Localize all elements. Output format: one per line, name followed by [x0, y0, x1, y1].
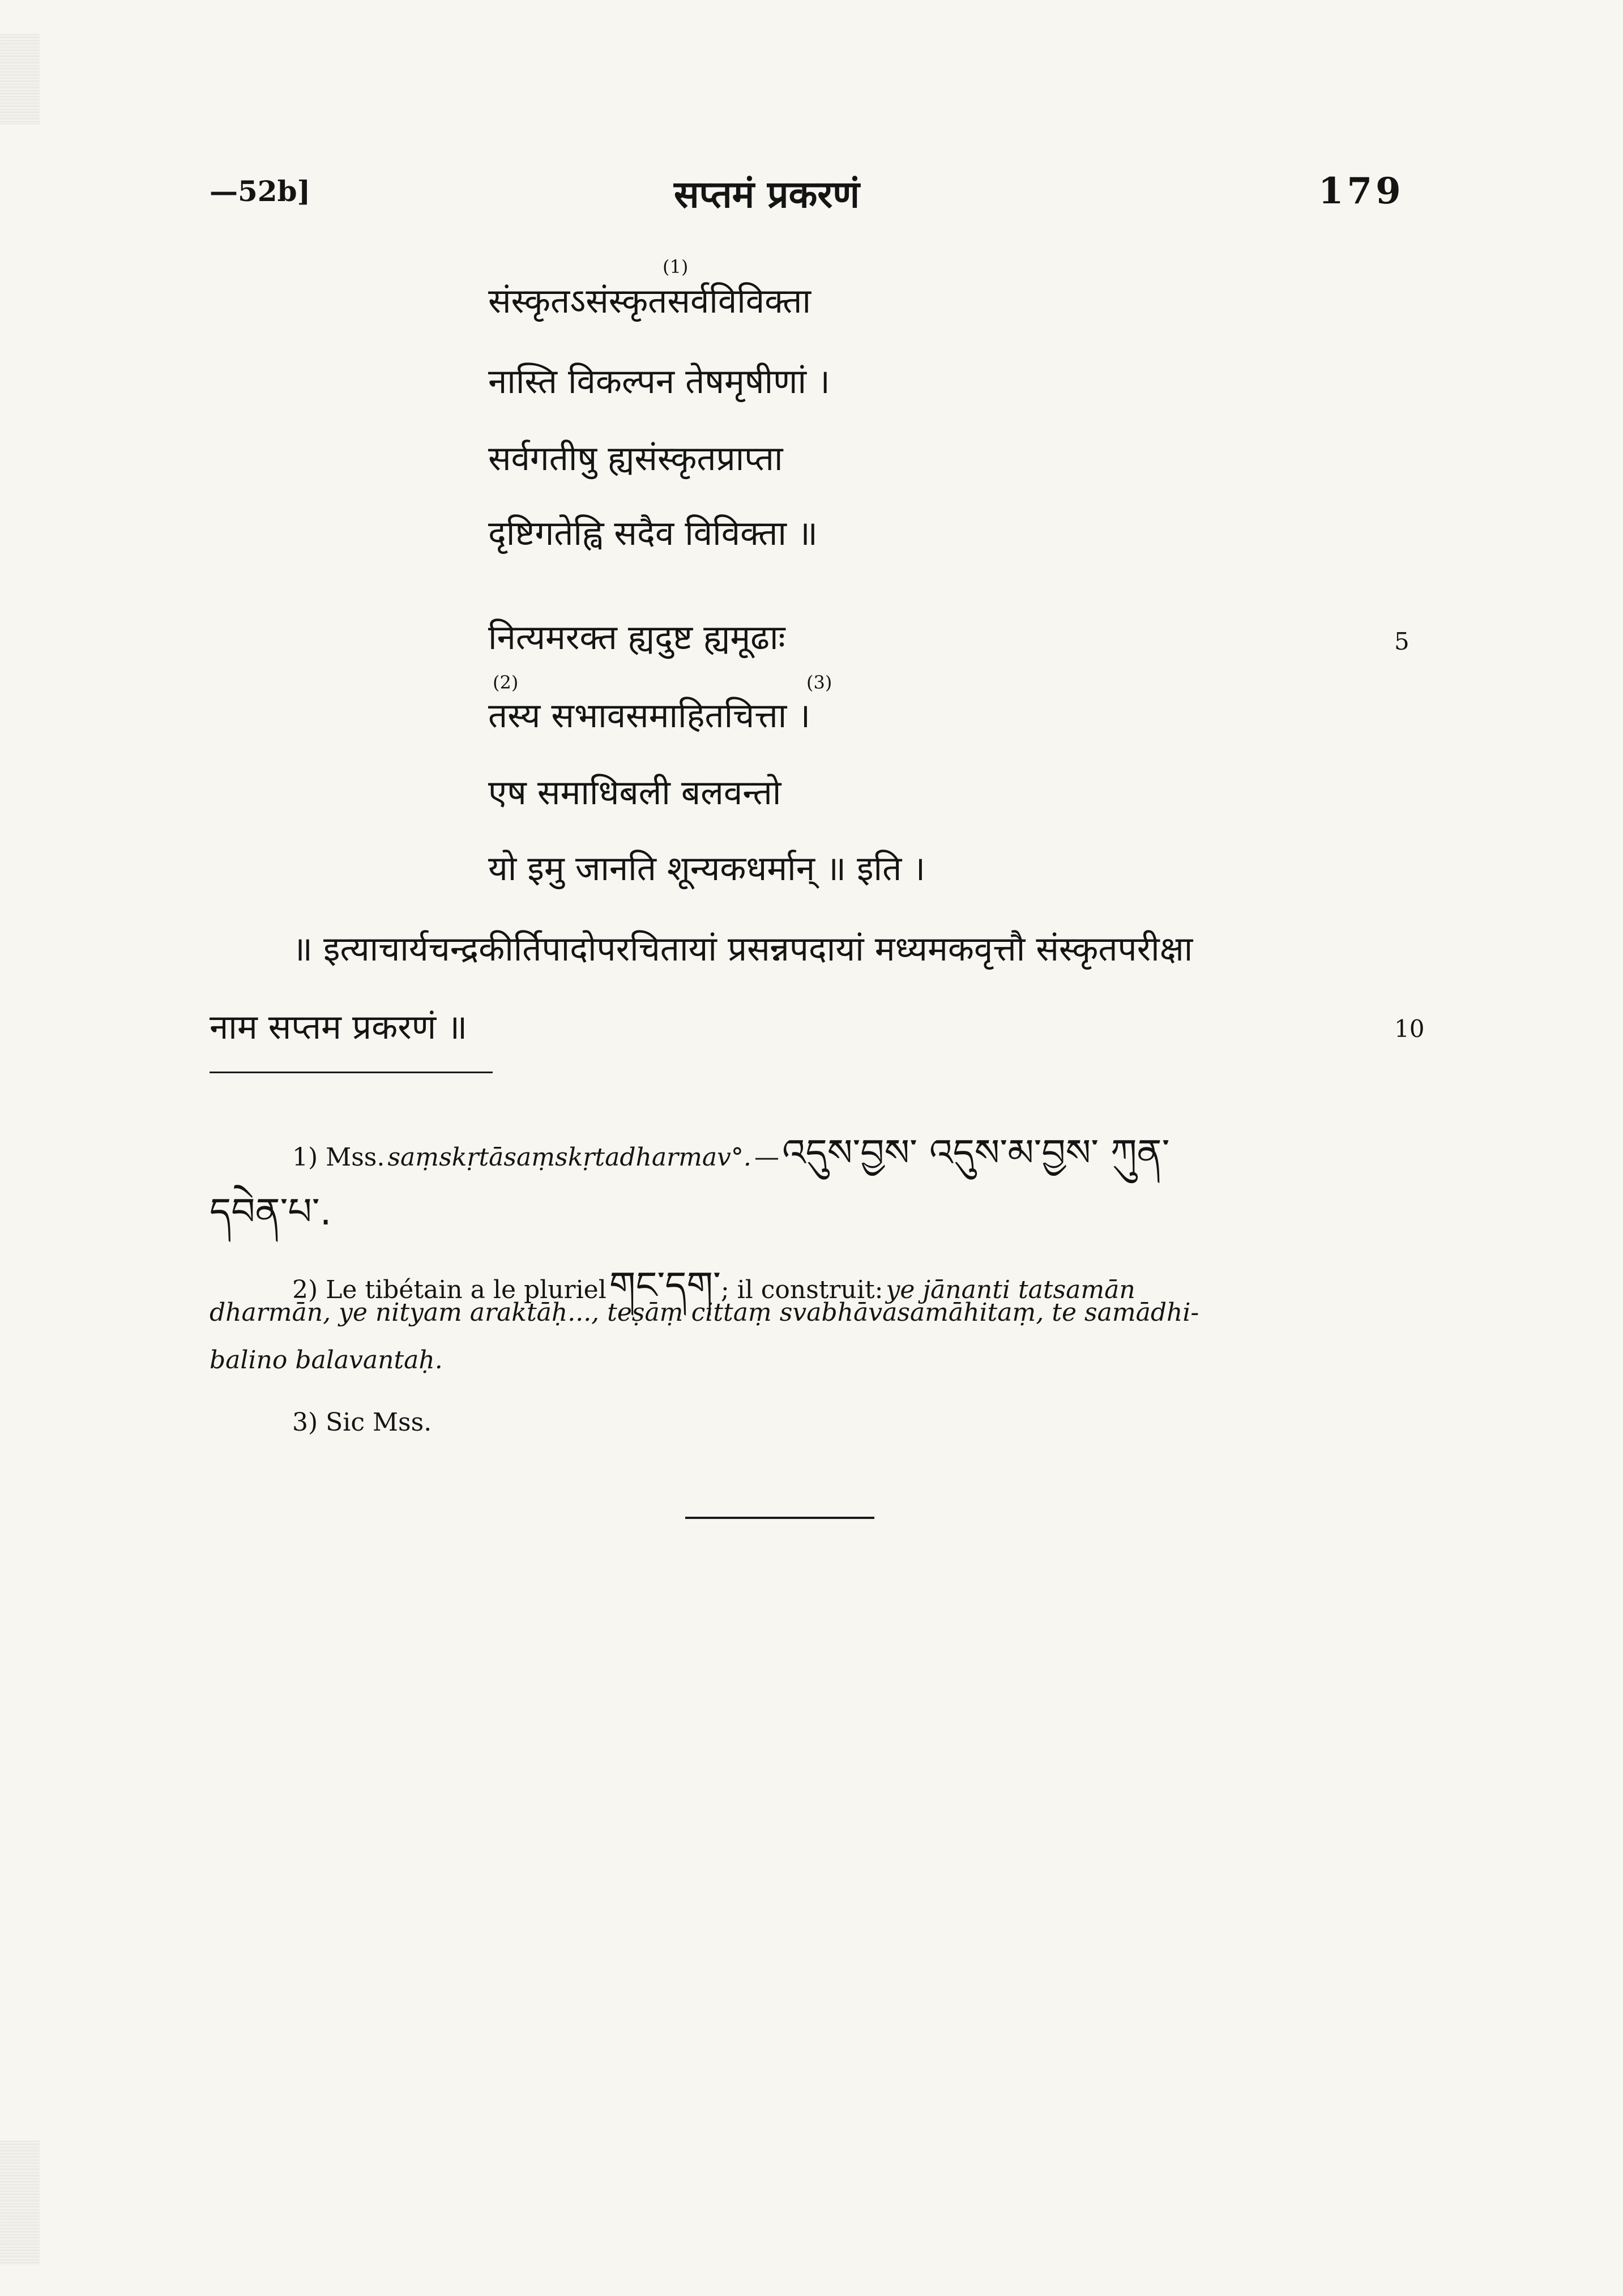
footnote-1-tibetan-1: འདུས་བྱས་ འདུས་མ་བྱས་ ཀུན་	[782, 1131, 1170, 1175]
verse-line-5: नित्यमरक्त ह्यदुष्ट ह्यमूढाः	[488, 618, 785, 658]
footnote-1-dash: —	[754, 1143, 779, 1172]
verse-line-6: तस्य सभावसमाहितचित्ता ।	[488, 696, 811, 736]
footnote-2-mid: ; il construit:	[720, 1275, 883, 1304]
running-head-title: सप्तमं प्रकरणं	[674, 173, 860, 216]
verse-line-3: सर्वगतीषु ह्यसंस्कृतप्राप्ता	[488, 439, 783, 479]
line-number-5: 5	[1394, 628, 1410, 655]
footnote-1-lead: 1) Mss.	[292, 1143, 385, 1172]
footnote-2-tibetan: གང་དག་	[609, 1264, 721, 1307]
footnote-2-lead: 2) Le tibétain a le pluriel	[292, 1275, 607, 1304]
line-number-10: 10	[1394, 1015, 1425, 1043]
note-marker-1: (1)	[663, 256, 689, 278]
footnote-separator	[210, 1072, 493, 1073]
scan-edge-top	[0, 34, 40, 125]
page-number: 179	[1318, 170, 1404, 212]
colophon-line-2: नाम सप्तम प्रकरणं ॥	[210, 1008, 468, 1047]
footnote-2-italic-1: ye jānanti tatsamān	[886, 1275, 1135, 1304]
footnote-1-tibetan-2: དབེན་པ་.	[210, 1190, 332, 1234]
footnote-2-line-2: dharmān, ye nityam araktāḥ..., teṣāṃ cittaṃ svabhāvasamāhitaṃ, te samādhi-	[210, 1298, 1199, 1327]
verse-line-4: दृष्टिगतेह्वि सदैव विविक्ता ॥	[488, 514, 818, 553]
footnote-2-line-3: balino balavantaḥ.	[210, 1346, 443, 1375]
scan-edge-bottom	[0, 2141, 40, 2265]
note-marker-3: (3)	[806, 672, 832, 693]
note-marker-2: (2)	[493, 672, 519, 693]
footnote-1-italic: saṃskṛtāsaṃskṛtadharmav°.	[387, 1143, 751, 1172]
verse-line-8: यो इमु जानति शून्यकधर्मान् ॥ इति ।	[488, 849, 926, 889]
colophon-line-1: ॥ इत्याचार्यचन्द्रकीर्तिपादोपरचितायां प्रसन्नपदायां मध्यमकवृत्तौ संस्कृतपरीक्षा	[292, 929, 1193, 969]
end-rule	[685, 1517, 874, 1519]
footnote-2-line-1	[292, 1244, 1135, 1349]
running-head-left: —52b]	[210, 174, 311, 208]
verse-line-1: संस्कृतऽसंस्कृतसर्वविविक्ता	[488, 281, 811, 321]
footnote-1-line-1	[292, 1111, 1169, 1217]
verse-line-2: नास्ति विकल्पन तेषमृषीणां ।	[488, 362, 830, 402]
verse-line-7: एष समाधिबली बलवन्तो	[488, 773, 781, 813]
footnote-3: 3) Sic Mss.	[292, 1408, 432, 1437]
